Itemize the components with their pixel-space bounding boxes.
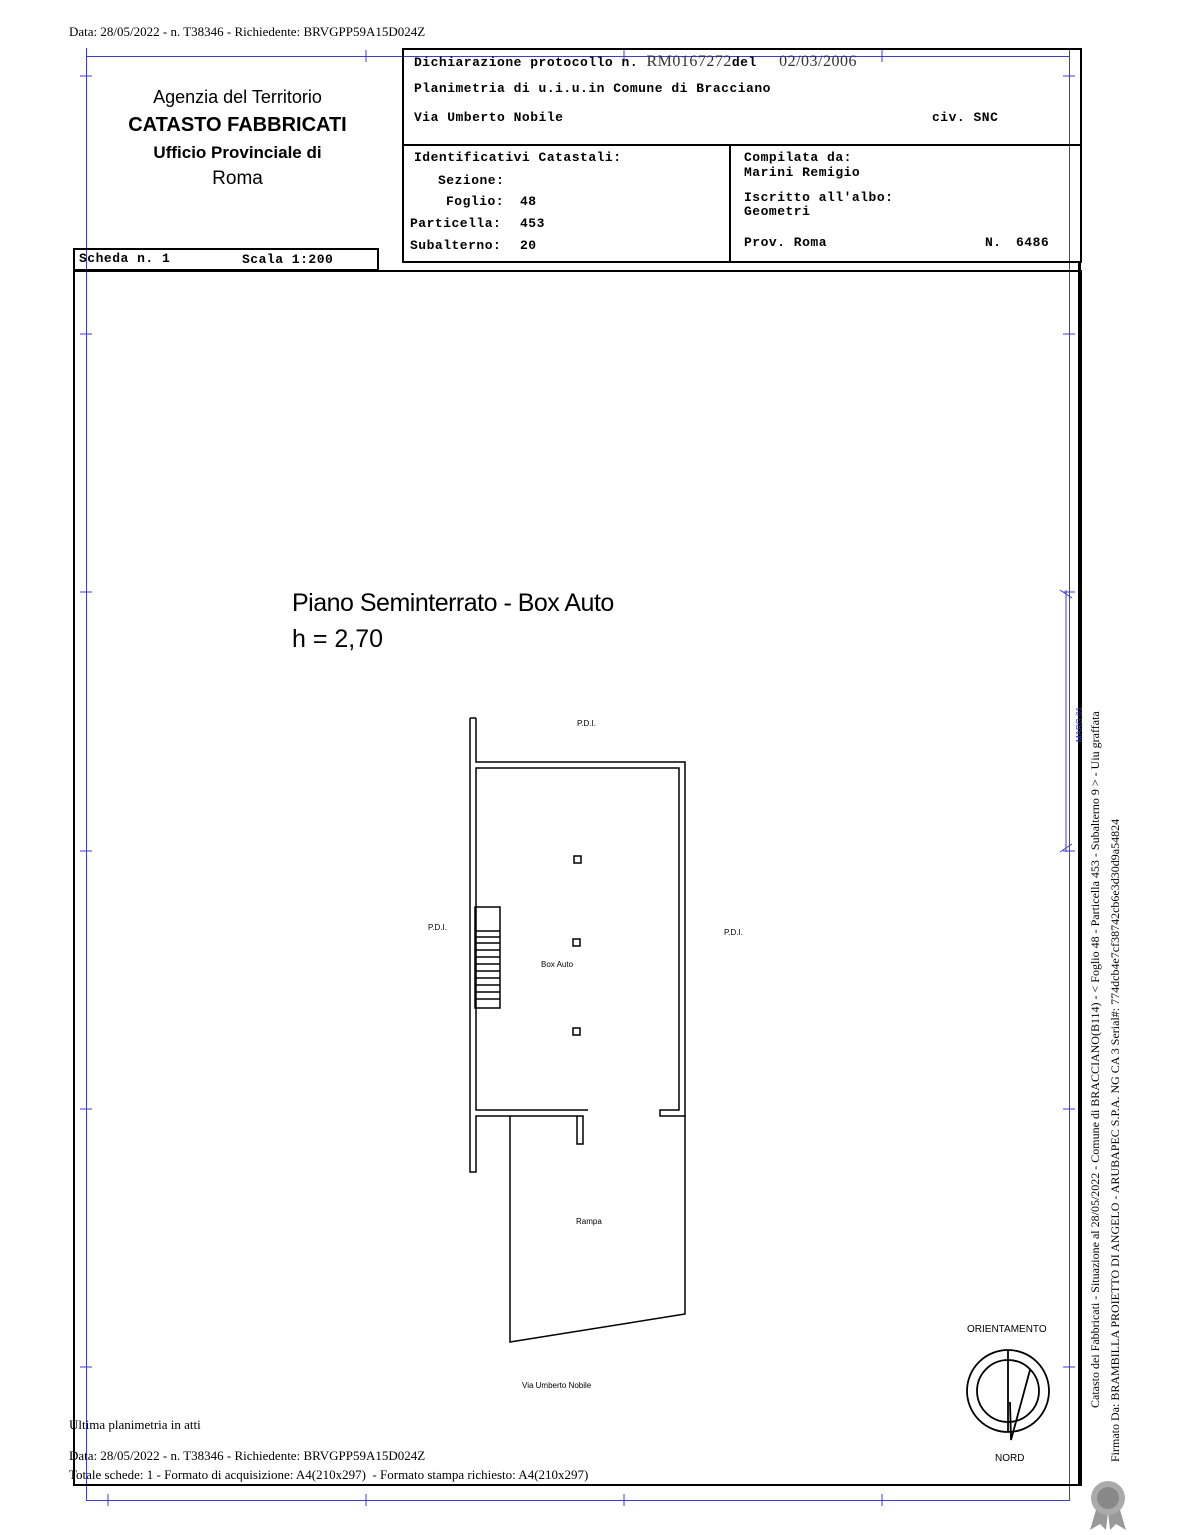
side-signature-text: Firmato Da: BRAMBILLA PROIETTO DI ANGELO - ARUBAPEC S.P.A. NG CA 3 Serial#: 774dcb4e7cf38742cb6e3d30d9a54824 [1108,818,1122,1462]
side-situation-text: Catasto dei Fabbricati - Situazione al 28/05/2022 - Comune di BRACCIANO(B114) - < Foglio 48 - Particella 453 - Subalterno 9 > - Uiu graffata [1088,711,1102,1408]
orientation-label: ORIENTAMENTO [967,1324,1047,1335]
ufficio-city: Roma [212,168,263,189]
number-label: N. [985,235,1002,250]
particella-label: Particella: [410,216,502,231]
seal-icon [1086,1478,1130,1532]
protocol-number: RM0167272 [646,53,732,70]
plan-line: Planimetria di u.i.u.in Comune di Bracciano [414,81,771,96]
street-label: Via Umberto Nobile [522,1381,592,1390]
ufficio-label: Ufficio Provinciale di [153,143,322,162]
protocol-date: 02/03/2006 [779,53,857,70]
margin-mark: MARG.01 [1075,706,1084,742]
compass-icon [967,1350,1049,1440]
footer-data-line: Data: 28/05/2022 - n. T38346 - Richiedente: BRVGPP59A15D024Z [69,1448,426,1463]
del-label: del [731,55,757,70]
compilata-label: Compilata da: [744,150,852,165]
top-banner: Data: 28/05/2022 - n. T38346 - Richiedente: BRVGPP59A15D024Z [69,24,426,39]
sezione-label: Sezione: [438,173,505,188]
footer-totals: Totale schede: 1 - Formato di acquisizione: A4(210x297) - Formato stampa richiesto: A4(210x297) [69,1467,589,1482]
pdi-top-label: P.D.I. [577,719,596,728]
plan-title: Piano Seminterrato - Box Auto [292,589,614,617]
box-auto-label: Box Auto [541,960,574,969]
scheda-label: Scheda n. 1 [79,251,171,266]
prov-label: Prov. Roma [744,235,828,250]
cadastral-title: Identificativi Catastali: [414,150,622,165]
foglio-value: 48 [520,194,537,209]
civic-number: civ. SNC [932,110,999,125]
albo-value: Geometri [744,204,811,219]
last-plan-note: Ultima planimetria in atti [69,1417,201,1432]
particella-value: 453 [520,216,545,231]
albo-label: Iscritto all'albo: [744,190,894,205]
compiler-name: Marini Remigio [744,165,861,180]
address-line: Via Umberto Nobile [414,110,564,125]
scale-label: Scala 1:200 [242,252,334,267]
subalterno-value: 20 [520,238,537,253]
agency-name: Agenzia del Territorio [153,87,322,107]
pdi-right-label: P.D.I. [724,928,743,937]
declaration-label: Dichiarazione protocollo n. [414,55,639,70]
catasto-title: CATASTO FABBRICATI [128,114,347,136]
plan-height: h = 2,70 [292,625,384,653]
ramp-label: Rampa [576,1217,602,1226]
north-label: NORD [995,1453,1025,1464]
subalterno-label: Subalterno: [410,238,502,253]
pdi-left-label: P.D.I. [428,923,447,932]
number-value: 6486 [1016,235,1050,250]
foglio-label: Foglio: [446,194,505,209]
